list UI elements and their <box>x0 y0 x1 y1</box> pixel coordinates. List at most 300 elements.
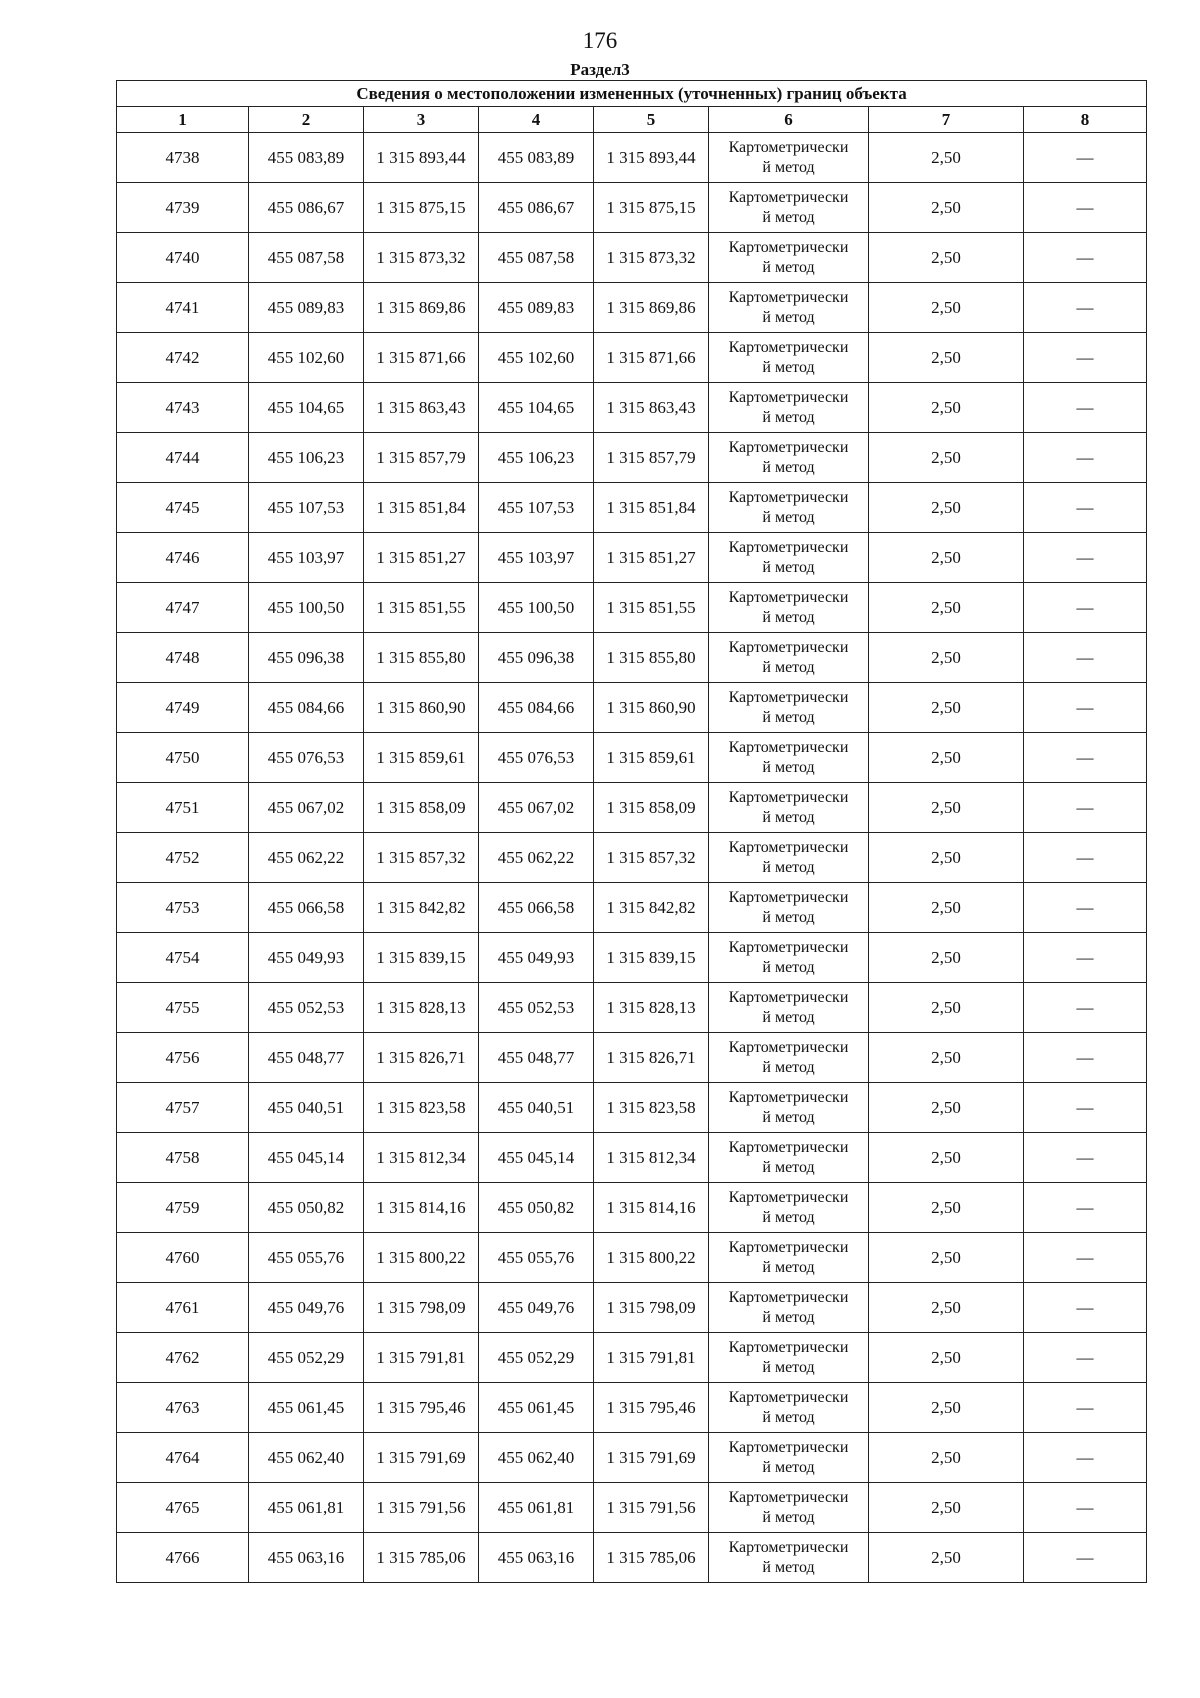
x-new-cell: 455 048,77 <box>479 1033 594 1083</box>
table-row <box>117 233 1147 283</box>
point-number-cell: 4762 <box>117 1333 249 1383</box>
x-new-cell: 455 049,93 <box>479 933 594 983</box>
method-line-2: й метод <box>762 208 815 226</box>
column-header: 3 <box>364 107 479 133</box>
point-number-cell: 4749 <box>117 683 249 733</box>
method-line-2: й метод <box>762 508 815 526</box>
x-existing-cell: 455 048,77 <box>249 1033 364 1083</box>
accuracy-cell: 2,50 <box>869 1483 1024 1533</box>
y-new-cell: 1 315 893,44 <box>594 133 709 183</box>
method-cell <box>709 883 869 933</box>
method-line-1: Картометрически <box>728 1388 849 1406</box>
table-row <box>117 683 1147 733</box>
accuracy-cell: 2,50 <box>869 433 1024 483</box>
y-existing-cell: 1 315 869,86 <box>364 283 479 333</box>
accuracy-cell: 2,50 <box>869 283 1024 333</box>
note-cell: — <box>1024 1033 1147 1083</box>
method-line-1: Картометрически <box>728 588 849 606</box>
accuracy-cell: 2,50 <box>869 383 1024 433</box>
table-row <box>117 1183 1147 1233</box>
method-cell <box>709 183 869 233</box>
x-new-cell: 455 086,67 <box>479 183 594 233</box>
x-existing-cell: 455 040,51 <box>249 1083 364 1133</box>
method-cell <box>709 1383 869 1433</box>
note-cell: — <box>1024 1183 1147 1233</box>
y-new-cell: 1 315 869,86 <box>594 283 709 333</box>
note-cell: — <box>1024 183 1147 233</box>
method-line-2: й метод <box>762 1408 815 1426</box>
method-cell <box>709 1133 869 1183</box>
y-existing-cell: 1 315 873,32 <box>364 233 479 283</box>
accuracy-cell: 2,50 <box>869 1183 1024 1233</box>
y-existing-cell: 1 315 823,58 <box>364 1083 479 1133</box>
method-cell <box>709 1283 869 1333</box>
method-cell <box>709 983 869 1033</box>
y-existing-cell: 1 315 860,90 <box>364 683 479 733</box>
table-row <box>117 533 1147 583</box>
method-line-1: Картометрически <box>728 1538 849 1556</box>
method-line-1: Картометрически <box>728 438 849 456</box>
table-row <box>117 433 1147 483</box>
y-new-cell: 1 315 851,27 <box>594 533 709 583</box>
table-row <box>117 833 1147 883</box>
method-line-1: Картометрически <box>728 638 849 656</box>
y-new-cell: 1 315 791,69 <box>594 1433 709 1483</box>
table-row <box>117 1483 1147 1533</box>
accuracy-cell: 2,50 <box>869 1333 1024 1383</box>
note-cell: — <box>1024 633 1147 683</box>
note-cell: — <box>1024 1483 1147 1533</box>
point-number-cell: 4764 <box>117 1433 249 1483</box>
method-cell <box>709 383 869 433</box>
x-existing-cell: 455 103,97 <box>249 533 364 583</box>
accuracy-cell: 2,50 <box>869 933 1024 983</box>
method-line-1: Картометрически <box>728 188 849 206</box>
table-row <box>117 583 1147 633</box>
table-row <box>117 333 1147 383</box>
note-cell: — <box>1024 833 1147 883</box>
method-line-1: Картометрически <box>728 238 849 256</box>
x-new-cell: 455 062,40 <box>479 1433 594 1483</box>
accuracy-cell: 2,50 <box>869 1233 1024 1283</box>
x-existing-cell: 455 045,14 <box>249 1133 364 1183</box>
method-line-2: й метод <box>762 1008 815 1026</box>
table-row <box>117 1283 1147 1333</box>
method-line-1: Картометрически <box>728 938 849 956</box>
y-new-cell: 1 315 798,09 <box>594 1283 709 1333</box>
method-line-1: Картометрически <box>728 738 849 756</box>
method-line-2: й метод <box>762 858 815 876</box>
accuracy-cell: 2,50 <box>869 683 1024 733</box>
point-number-cell: 4763 <box>117 1383 249 1433</box>
point-number-cell: 4755 <box>117 983 249 1033</box>
y-new-cell: 1 315 823,58 <box>594 1083 709 1133</box>
x-new-cell: 455 100,50 <box>479 583 594 633</box>
method-line-2: й метод <box>762 1108 815 1126</box>
table-row <box>117 1233 1147 1283</box>
y-new-cell: 1 315 842,82 <box>594 883 709 933</box>
note-cell: — <box>1024 533 1147 583</box>
method-line-1: Картометрически <box>728 1488 849 1506</box>
method-line-2: й метод <box>762 1158 815 1176</box>
column-header: 8 <box>1024 107 1147 133</box>
y-new-cell: 1 315 857,32 <box>594 833 709 883</box>
method-cell <box>709 733 869 783</box>
note-cell: — <box>1024 783 1147 833</box>
table-row <box>117 1433 1147 1483</box>
method-line-2: й метод <box>762 758 815 776</box>
x-existing-cell: 455 052,29 <box>249 1333 364 1383</box>
note-cell: — <box>1024 933 1147 983</box>
table-row <box>117 733 1147 783</box>
method-line-1: Картометрически <box>728 288 849 306</box>
method-line-1: Картометрически <box>728 1338 849 1356</box>
point-number-cell: 4759 <box>117 1183 249 1233</box>
x-existing-cell: 455 076,53 <box>249 733 364 783</box>
y-existing-cell: 1 315 871,66 <box>364 333 479 383</box>
x-existing-cell: 455 100,50 <box>249 583 364 633</box>
method-cell <box>709 133 869 183</box>
y-existing-cell: 1 315 857,79 <box>364 433 479 483</box>
method-cell <box>709 933 869 983</box>
method-line-2: й метод <box>762 258 815 276</box>
method-line-2: й метод <box>762 1308 815 1326</box>
table-row <box>117 183 1147 233</box>
y-new-cell: 1 315 851,84 <box>594 483 709 533</box>
point-number-cell: 4752 <box>117 833 249 883</box>
x-new-cell: 455 061,81 <box>479 1483 594 1533</box>
accuracy-cell: 2,50 <box>869 533 1024 583</box>
point-number-cell: 4745 <box>117 483 249 533</box>
column-header: 1 <box>117 107 249 133</box>
table-row <box>117 383 1147 433</box>
y-existing-cell: 1 315 828,13 <box>364 983 479 1033</box>
y-existing-cell: 1 315 858,09 <box>364 783 479 833</box>
method-line-1: Картометрически <box>728 1288 849 1306</box>
y-existing-cell: 1 315 791,56 <box>364 1483 479 1533</box>
accuracy-cell: 2,50 <box>869 783 1024 833</box>
accuracy-cell: 2,50 <box>869 333 1024 383</box>
y-existing-cell: 1 315 859,61 <box>364 733 479 783</box>
method-line-2: й метод <box>762 158 815 176</box>
point-number-cell: 4748 <box>117 633 249 683</box>
accuracy-cell: 2,50 <box>869 233 1024 283</box>
note-cell: — <box>1024 133 1147 183</box>
y-existing-cell: 1 315 814,16 <box>364 1183 479 1233</box>
x-existing-cell: 455 067,02 <box>249 783 364 833</box>
method-line-2: й метод <box>762 808 815 826</box>
method-cell <box>709 1483 869 1533</box>
method-line-1: Картометрически <box>728 338 849 356</box>
x-new-cell: 455 107,53 <box>479 483 594 533</box>
x-new-cell: 455 096,38 <box>479 633 594 683</box>
accuracy-cell: 2,50 <box>869 1383 1024 1433</box>
point-number-cell: 4744 <box>117 433 249 483</box>
x-existing-cell: 455 107,53 <box>249 483 364 533</box>
x-existing-cell: 455 087,58 <box>249 233 364 283</box>
point-number-cell: 4765 <box>117 1483 249 1533</box>
accuracy-cell: 2,50 <box>869 733 1024 783</box>
x-new-cell: 455 049,76 <box>479 1283 594 1333</box>
column-header: 6 <box>709 107 869 133</box>
accuracy-cell: 2,50 <box>869 1133 1024 1183</box>
y-existing-cell: 1 315 857,32 <box>364 833 479 883</box>
method-line-1: Картометрически <box>728 1438 849 1456</box>
point-number-cell: 4758 <box>117 1133 249 1183</box>
method-line-1: Картометрически <box>728 788 849 806</box>
y-existing-cell: 1 315 812,34 <box>364 1133 479 1183</box>
point-number-cell: 4750 <box>117 733 249 783</box>
y-existing-cell: 1 315 863,43 <box>364 383 479 433</box>
method-line-2: й метод <box>762 1208 815 1226</box>
table-row <box>117 283 1147 333</box>
note-cell: — <box>1024 283 1147 333</box>
method-line-2: й метод <box>762 458 815 476</box>
table-body <box>117 133 1147 1583</box>
method-cell <box>709 1533 869 1583</box>
column-header: 5 <box>594 107 709 133</box>
table-header-row <box>117 107 1147 133</box>
method-cell <box>709 783 869 833</box>
x-existing-cell: 455 049,76 <box>249 1283 364 1333</box>
method-line-1: Картометрически <box>728 1138 849 1156</box>
point-number-cell: 4746 <box>117 533 249 583</box>
y-new-cell: 1 315 839,15 <box>594 933 709 983</box>
accuracy-cell: 2,50 <box>869 1033 1024 1083</box>
method-cell <box>709 533 869 583</box>
note-cell: — <box>1024 683 1147 733</box>
method-cell <box>709 833 869 883</box>
table-row <box>117 1383 1147 1433</box>
x-existing-cell: 455 102,60 <box>249 333 364 383</box>
y-new-cell: 1 315 791,56 <box>594 1483 709 1533</box>
table-row <box>117 133 1147 183</box>
y-existing-cell: 1 315 791,69 <box>364 1433 479 1483</box>
x-new-cell: 455 084,66 <box>479 683 594 733</box>
method-line-2: й метод <box>762 1508 815 1526</box>
x-existing-cell: 455 050,82 <box>249 1183 364 1233</box>
y-new-cell: 1 315 812,34 <box>594 1133 709 1183</box>
method-line-2: й метод <box>762 1058 815 1076</box>
accuracy-cell: 2,50 <box>869 633 1024 683</box>
table-caption: Сведения о местоположении измененных (уточненных) границ объекта <box>117 81 1147 107</box>
method-cell <box>709 333 869 383</box>
x-new-cell: 455 067,02 <box>479 783 594 833</box>
x-new-cell: 455 087,58 <box>479 233 594 283</box>
accuracy-cell: 2,50 <box>869 183 1024 233</box>
table-row <box>117 1333 1147 1383</box>
accuracy-cell: 2,50 <box>869 983 1024 1033</box>
note-cell: — <box>1024 1383 1147 1433</box>
note-cell: — <box>1024 383 1147 433</box>
x-existing-cell: 455 083,89 <box>249 133 364 183</box>
point-number-cell: 4766 <box>117 1533 249 1583</box>
x-new-cell: 455 052,53 <box>479 983 594 1033</box>
x-new-cell: 455 045,14 <box>479 1133 594 1183</box>
note-cell: — <box>1024 333 1147 383</box>
y-new-cell: 1 315 814,16 <box>594 1183 709 1233</box>
note-cell: — <box>1024 883 1147 933</box>
method-line-2: й метод <box>762 358 815 376</box>
y-existing-cell: 1 315 842,82 <box>364 883 479 933</box>
y-existing-cell: 1 315 798,09 <box>364 1283 479 1333</box>
method-line-1: Картометрически <box>728 488 849 506</box>
accuracy-cell: 2,50 <box>869 883 1024 933</box>
method-cell <box>709 1233 869 1283</box>
y-new-cell: 1 315 851,55 <box>594 583 709 633</box>
note-cell: — <box>1024 1333 1147 1383</box>
y-new-cell: 1 315 863,43 <box>594 383 709 433</box>
x-new-cell: 455 076,53 <box>479 733 594 783</box>
x-existing-cell: 455 049,93 <box>249 933 364 983</box>
x-new-cell: 455 103,97 <box>479 533 594 583</box>
table-row <box>117 1533 1147 1583</box>
y-new-cell: 1 315 855,80 <box>594 633 709 683</box>
method-line-2: й метод <box>762 308 815 326</box>
x-new-cell: 455 055,76 <box>479 1233 594 1283</box>
method-cell <box>709 683 869 733</box>
method-line-2: й метод <box>762 1558 815 1576</box>
x-existing-cell: 455 062,40 <box>249 1433 364 1483</box>
y-existing-cell: 1 315 839,15 <box>364 933 479 983</box>
y-existing-cell: 1 315 826,71 <box>364 1033 479 1083</box>
table-row <box>117 1133 1147 1183</box>
method-line-2: й метод <box>762 558 815 576</box>
y-existing-cell: 1 315 795,46 <box>364 1383 479 1433</box>
accuracy-cell: 2,50 <box>869 583 1024 633</box>
x-new-cell: 455 062,22 <box>479 833 594 883</box>
method-cell <box>709 1183 869 1233</box>
y-new-cell: 1 315 871,66 <box>594 333 709 383</box>
x-existing-cell: 455 062,22 <box>249 833 364 883</box>
accuracy-cell: 2,50 <box>869 483 1024 533</box>
note-cell: — <box>1024 233 1147 283</box>
point-number-cell: 4757 <box>117 1083 249 1133</box>
y-existing-cell: 1 315 851,55 <box>364 583 479 633</box>
table-row <box>117 933 1147 983</box>
y-existing-cell: 1 315 851,27 <box>364 533 479 583</box>
method-line-2: й метод <box>762 608 815 626</box>
method-line-2: й метод <box>762 908 815 926</box>
method-cell <box>709 1083 869 1133</box>
method-cell <box>709 233 869 283</box>
point-number-cell: 4756 <box>117 1033 249 1083</box>
method-cell <box>709 1333 869 1383</box>
x-new-cell: 455 061,45 <box>479 1383 594 1433</box>
x-new-cell: 455 050,82 <box>479 1183 594 1233</box>
boundary-coordinates-table <box>116 80 1147 1583</box>
method-line-1: Картометрически <box>728 1188 849 1206</box>
note-cell: — <box>1024 1283 1147 1333</box>
x-existing-cell: 455 061,45 <box>249 1383 364 1433</box>
accuracy-cell: 2,50 <box>869 1533 1024 1583</box>
method-line-1: Картометрически <box>728 1238 849 1256</box>
point-number-cell: 4753 <box>117 883 249 933</box>
y-existing-cell: 1 315 855,80 <box>364 633 479 683</box>
note-cell: — <box>1024 1083 1147 1133</box>
page-number: 176 <box>582 28 618 53</box>
note-cell: — <box>1024 983 1147 1033</box>
y-new-cell: 1 315 860,90 <box>594 683 709 733</box>
method-line-1: Картометрически <box>728 538 849 556</box>
method-line-1: Картометрически <box>728 838 849 856</box>
note-cell: — <box>1024 733 1147 783</box>
note-cell: — <box>1024 433 1147 483</box>
table-row <box>117 783 1147 833</box>
y-new-cell: 1 315 859,61 <box>594 733 709 783</box>
x-existing-cell: 455 086,67 <box>249 183 364 233</box>
method-line-2: й метод <box>762 958 815 976</box>
note-cell: — <box>1024 1533 1147 1583</box>
accuracy-cell: 2,50 <box>869 133 1024 183</box>
x-new-cell: 455 052,29 <box>479 1333 594 1383</box>
method-cell <box>709 1033 869 1083</box>
y-existing-cell: 1 315 875,15 <box>364 183 479 233</box>
note-cell: — <box>1024 483 1147 533</box>
point-number-cell: 4760 <box>117 1233 249 1283</box>
table-row <box>117 633 1147 683</box>
point-number-cell: 4754 <box>117 933 249 983</box>
column-header: 4 <box>479 107 594 133</box>
note-cell: — <box>1024 1133 1147 1183</box>
note-cell: — <box>1024 583 1147 633</box>
table-row <box>117 1083 1147 1133</box>
x-new-cell: 455 089,83 <box>479 283 594 333</box>
note-cell: — <box>1024 1233 1147 1283</box>
point-number-cell: 4742 <box>117 333 249 383</box>
x-existing-cell: 455 104,65 <box>249 383 364 433</box>
x-new-cell: 455 102,60 <box>479 333 594 383</box>
point-number-cell: 4740 <box>117 233 249 283</box>
y-existing-cell: 1 315 785,06 <box>364 1533 479 1583</box>
x-existing-cell: 455 106,23 <box>249 433 364 483</box>
method-cell <box>709 1433 869 1483</box>
x-existing-cell: 455 052,53 <box>249 983 364 1033</box>
y-new-cell: 1 315 800,22 <box>594 1233 709 1283</box>
y-existing-cell: 1 315 893,44 <box>364 133 479 183</box>
y-new-cell: 1 315 873,32 <box>594 233 709 283</box>
x-new-cell: 455 040,51 <box>479 1083 594 1133</box>
point-number-cell: 4738 <box>117 133 249 183</box>
column-header: 2 <box>249 107 364 133</box>
table-caption-row <box>117 81 1147 107</box>
accuracy-cell: 2,50 <box>869 1083 1024 1133</box>
column-header: 7 <box>869 107 1024 133</box>
point-number-cell: 4743 <box>117 383 249 433</box>
y-new-cell: 1 315 791,81 <box>594 1333 709 1383</box>
table-row <box>117 1033 1147 1083</box>
x-new-cell: 455 106,23 <box>479 433 594 483</box>
method-line-2: й метод <box>762 408 815 426</box>
method-line-2: й метод <box>762 708 815 726</box>
method-line-1: Картометрически <box>728 888 849 906</box>
point-number-cell: 4747 <box>117 583 249 633</box>
section-title: Раздел3 <box>570 60 630 79</box>
method-cell <box>709 283 869 333</box>
x-new-cell: 455 104,65 <box>479 383 594 433</box>
x-new-cell: 455 063,16 <box>479 1533 594 1583</box>
method-line-2: й метод <box>762 658 815 676</box>
x-existing-cell: 455 061,81 <box>249 1483 364 1533</box>
accuracy-cell: 2,50 <box>869 833 1024 883</box>
y-new-cell: 1 315 857,79 <box>594 433 709 483</box>
method-line-2: й метод <box>762 1258 815 1276</box>
y-new-cell: 1 315 785,06 <box>594 1533 709 1583</box>
method-line-2: й метод <box>762 1358 815 1376</box>
x-existing-cell: 455 096,38 <box>249 633 364 683</box>
y-new-cell: 1 315 795,46 <box>594 1383 709 1433</box>
x-new-cell: 455 083,89 <box>479 133 594 183</box>
